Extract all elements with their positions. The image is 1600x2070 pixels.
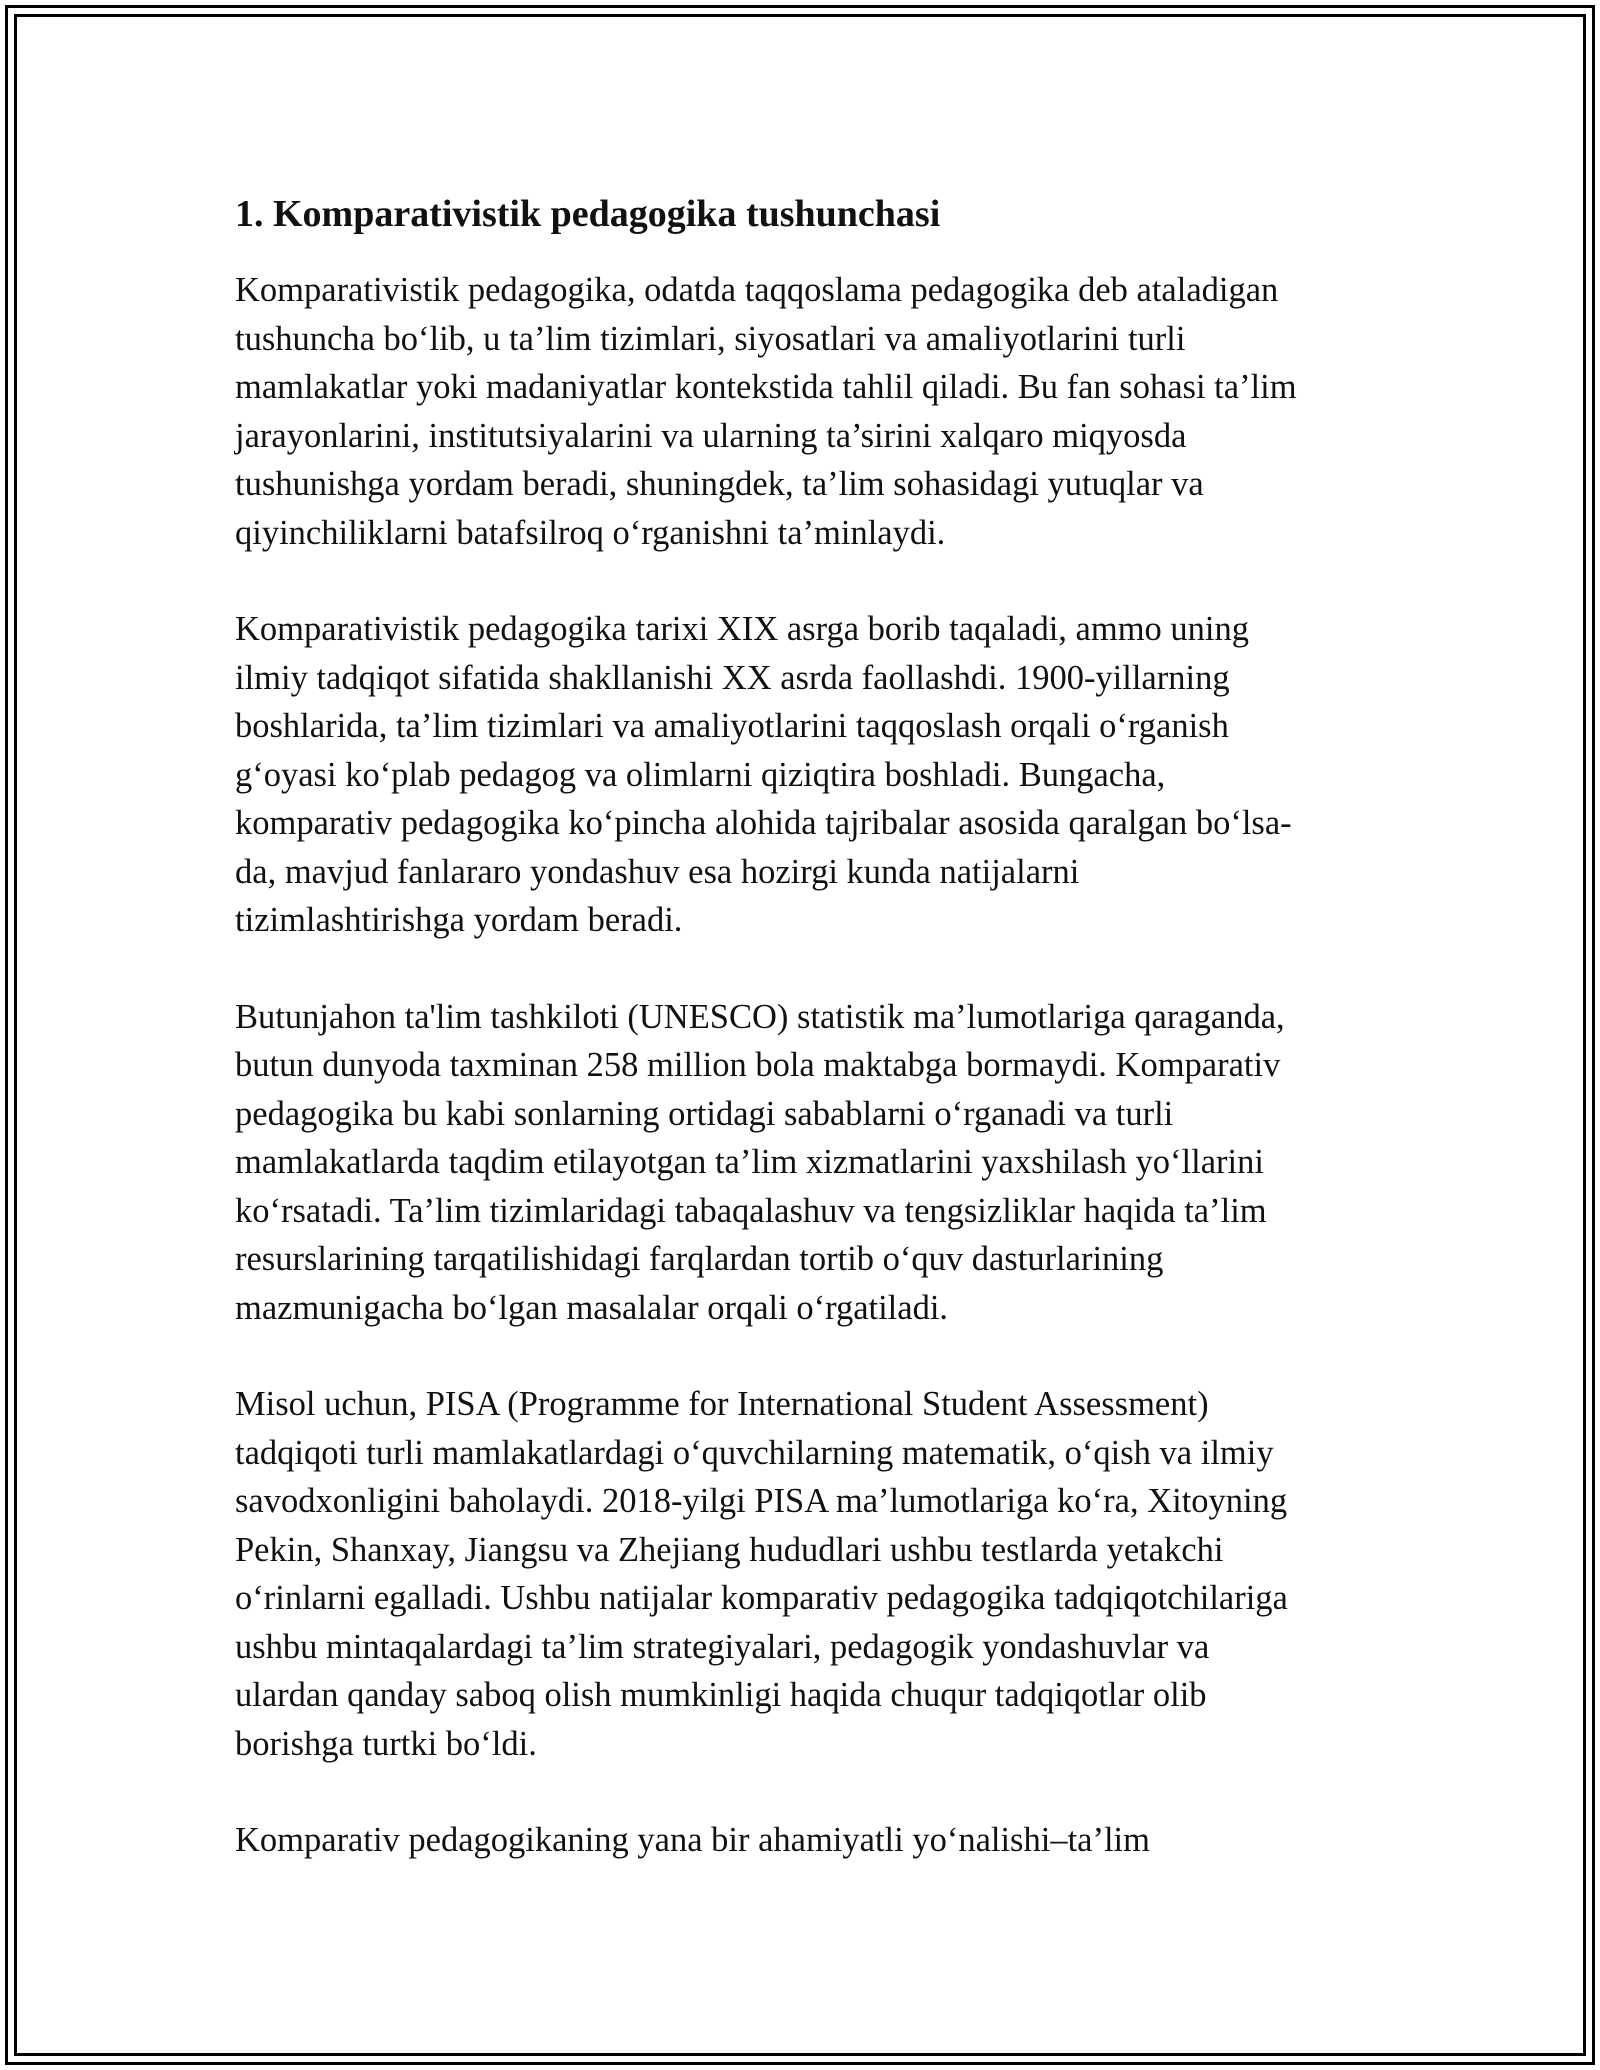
text-line: resurslarining tarqatilishidagi farqlardan tortib o‘quv dasturlarining xyxy=(235,1240,1164,1278)
paragraph-4 xyxy=(235,1380,1385,1768)
text-line: qiyinchiliklarni batafsilroq o‘rganishni ta’minlaydi. xyxy=(235,513,946,552)
text-line: ilmiy tadqiqot sifatida shakllanishi XX asrda faollashdi. 1900-yillarning xyxy=(235,658,1230,697)
text-line: ko‘rsatadi. Ta’lim tizimlaridagi tabaqalashuv va tengsizliklar haqida ta’lim xyxy=(235,1191,1267,1230)
text-line: Misol uchun, PISA (Programme for International Student Assessment) xyxy=(235,1385,1209,1423)
text-line: mamlakatlarda taqdim etilayotgan ta’lim xizmatlarini yaxshilash yo‘llarini xyxy=(235,1143,1264,1181)
text-line: da, mavjud fanlararo yondashuv esa hozirgi kunda natijalarni xyxy=(235,852,1080,891)
paragraph-3 xyxy=(235,993,1385,1333)
document-body xyxy=(235,188,1385,1913)
text-line: o‘rinlarni egalladi. Ushbu natijalar komparativ pedagogika tadqiqotchilariga xyxy=(235,1579,1288,1617)
text-line: pedagogika bu kabi sonlarning ortidagi sabablarni o‘rganadi va turli xyxy=(235,1094,1174,1133)
text-line: g‘oyasi ko‘plab pedagog va olimlarni qiziqtira boshladi. Bungacha, xyxy=(235,755,1166,794)
text-line: tushunishga yordam beradi, shuningdek, ta’lim sohasidagi yutuqlar va xyxy=(235,465,1204,503)
text-line: tadqiqoti turli mamlakatlardagi o‘quvchilarning matematik, o‘qish va ilmiy xyxy=(235,1433,1274,1472)
text-line: ulardan qanday saboq olish mumkinligi haqida chuqur tadqiqotlar olib xyxy=(235,1676,1207,1714)
paragraph-2 xyxy=(235,605,1385,945)
text-line: Komparativ pedagogikaning yana bir ahamiyatli yo‘nalishi–ta’lim xyxy=(235,1821,1150,1859)
text-line: Butunjahon ta'lim tashkiloti (UNESCO) statistik ma’lumotlariga qaraganda, xyxy=(235,997,1285,1036)
text-line: Pekin, Shanxay, Jiangsu va Zhejiang hududlari ushbu testlarda yetakchi xyxy=(235,1530,1224,1569)
text-line: komparativ pedagogika ko‘pincha alohida tajribalar asosida qaralgan bo‘lsa- xyxy=(235,804,1292,842)
text-line: butun dunyoda taxminan 258 million bola maktabga bormaydi. Komparativ xyxy=(235,1046,1281,1084)
text-line: mamlakatlar yoki madaniyatlar kontekstida tahlil qiladi. Bu fan sohasi ta’lim xyxy=(235,368,1297,406)
text-line: tizimlashtirishga yordam beradi. xyxy=(235,901,683,939)
paragraph-5 xyxy=(235,1816,1385,1865)
text-line: boshlarida, ta’lim tizimlari va amaliyotlarini taqqoslash orqali o‘rganish xyxy=(235,707,1229,745)
text-line: tushuncha bo‘lib, u ta’lim tizimlari, siyosatlari va amaliyotlarini turli xyxy=(235,319,1186,358)
paragraph-1 xyxy=(235,266,1385,557)
text-line: ushbu mintaqalardagi ta’lim strategiyalari, pedagogik yondashuvlar va xyxy=(235,1627,1210,1666)
text-line: mazmunigacha bo‘lgan masalalar orqali o‘rgatiladi. xyxy=(235,1288,949,1327)
section-heading: 1. Komparativistik pedagogika tushunchasi xyxy=(235,193,941,235)
text-line: Komparativistik pedagogika, odatda taqqoslama pedagogika deb ataladigan xyxy=(235,271,1279,309)
text-line: borishga turtki bo‘ldi. xyxy=(235,1724,537,1763)
text-line: jarayonlarini, institutsiyalarini va ularning ta’sirini xalqaro miqyosda xyxy=(235,416,1187,455)
text-line: Komparativistik pedagogika tarixi XIX asrga borib taqaladi, ammo uning xyxy=(235,610,1249,648)
text-line: savodxonligini baholaydi. 2018-yilgi PISA ma’lumotlariga ko‘ra, Xitoyning xyxy=(235,1482,1288,1520)
